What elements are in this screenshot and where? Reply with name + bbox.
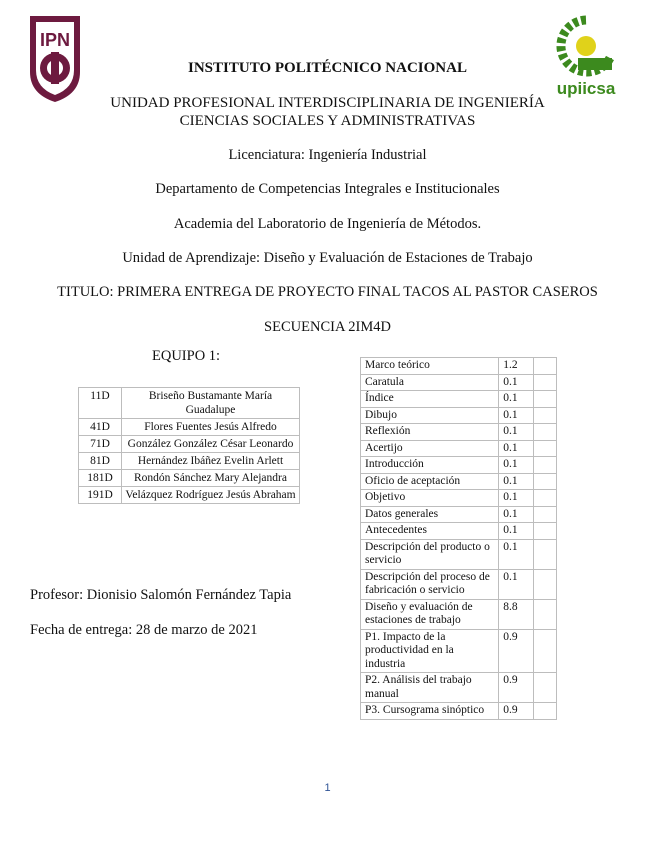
grade-blank xyxy=(534,569,557,599)
grade-item: Marco teórico xyxy=(361,358,499,375)
grade-blank xyxy=(534,358,557,375)
table-row xyxy=(361,569,557,599)
upiicsa-logo xyxy=(548,14,624,100)
table-row xyxy=(79,436,300,453)
grade-blank xyxy=(534,539,557,569)
grade-blank xyxy=(534,391,557,408)
project-title: TITULO: PRIMERA ENTREGA DE PROYECTO FINAL TACOS AL PASTOR CASEROS xyxy=(57,284,598,300)
table-row xyxy=(361,440,557,457)
member-id: 71D xyxy=(79,436,122,453)
svg-text:upiicsa: upiicsa xyxy=(556,79,616,98)
member-id: 181D xyxy=(79,470,122,487)
grade-blank xyxy=(534,407,557,424)
member-name: Flores Fuentes Jesús Alfredo xyxy=(122,419,300,436)
grade-item: Diseño y evaluación de estaciones de trabajo xyxy=(361,599,499,629)
member-name: González González César Leonardo xyxy=(122,436,300,453)
team-title: EQUIPO 1: xyxy=(152,348,221,364)
grade-item: Datos generales xyxy=(361,506,499,523)
grade-item: Antecedentes xyxy=(361,523,499,540)
svg-text:IPN: IPN xyxy=(39,30,71,50)
grade-item: P3. Cursograma sinóptico xyxy=(361,703,499,720)
grade-item: P1. Impacto de la productividad en la industria xyxy=(361,629,499,673)
table-row xyxy=(361,424,557,441)
table-row xyxy=(79,419,300,436)
grade-item: Reflexión xyxy=(361,424,499,441)
grade-value: 0.1 xyxy=(499,539,534,569)
course-name: Unidad de Aprendizaje: Diseño y Evaluación de Estaciones de Trabajo xyxy=(122,250,533,266)
grade-value: 0.1 xyxy=(499,569,534,599)
grade-value: 0.1 xyxy=(499,440,534,457)
academy: Academia del Laboratorio de Ingeniería de Métodos. xyxy=(173,216,482,232)
grade-value: 0.9 xyxy=(499,673,534,703)
table-row xyxy=(361,523,557,540)
table-row xyxy=(361,703,557,720)
grade-blank xyxy=(534,374,557,391)
table-row xyxy=(361,473,557,490)
grade-blank xyxy=(534,457,557,474)
grade-blank xyxy=(534,490,557,507)
ipn-logo xyxy=(24,12,86,106)
due-date: Fecha de entrega: 28 de marzo de 2021 xyxy=(30,622,258,638)
grade-item: P2. Análisis del trabajo manual xyxy=(361,673,499,703)
grade-value: 0.1 xyxy=(499,506,534,523)
grade-item: Objetivo xyxy=(361,490,499,507)
table-row xyxy=(361,506,557,523)
team-table xyxy=(78,387,300,504)
grade-blank xyxy=(534,473,557,490)
grade-item: Acertijo xyxy=(361,440,499,457)
academic-unit-line1: UNIDAD PROFESIONAL INTERDISCIPLINARIA DE INGENIERÍA xyxy=(110,95,545,111)
table-row xyxy=(361,358,557,375)
grade-value: 0.1 xyxy=(499,523,534,540)
table-row xyxy=(361,490,557,507)
grade-item: Descripción del producto o servicio xyxy=(361,539,499,569)
grade-blank xyxy=(534,440,557,457)
table-row xyxy=(79,453,300,470)
academic-unit-line2: CIENCIAS SOCIALES Y ADMINISTRATIVAS xyxy=(179,113,476,129)
member-name: Briseño Bustamante María Guadalupe xyxy=(122,388,300,419)
member-name: Hernández Ibáñez Evelin Arlett xyxy=(122,453,300,470)
grade-item: Oficio de aceptación xyxy=(361,473,499,490)
member-name: Velázquez Rodríguez Jesús Abraham xyxy=(122,487,300,504)
professor: Profesor: Dionisio Salomón Fernández Tapia xyxy=(30,587,292,603)
table-row xyxy=(361,457,557,474)
table-row xyxy=(361,374,557,391)
grade-value: 0.1 xyxy=(499,407,534,424)
grade-blank xyxy=(534,673,557,703)
member-name: Rondón Sánchez Mary Alejandra xyxy=(122,470,300,487)
grade-blank xyxy=(534,506,557,523)
grade-value: 0.1 xyxy=(499,490,534,507)
grade-value: 0.1 xyxy=(499,424,534,441)
table-row xyxy=(79,487,300,504)
grade-blank xyxy=(534,629,557,673)
grade-value: 0.1 xyxy=(499,391,534,408)
degree: Licenciatura: Ingeniería Industrial xyxy=(228,147,427,163)
member-id: 191D xyxy=(79,487,122,504)
table-row xyxy=(79,388,300,419)
grade-value: 0.1 xyxy=(499,457,534,474)
grade-blank xyxy=(534,599,557,629)
member-id: 81D xyxy=(79,453,122,470)
grade-value: 8.8 xyxy=(499,599,534,629)
page-number: 1 xyxy=(324,782,331,794)
sequence: SECUENCIA 2IM4D xyxy=(264,319,391,335)
grade-blank xyxy=(534,424,557,441)
grade-item: Dibujo xyxy=(361,407,499,424)
grade-value: 0.1 xyxy=(499,473,534,490)
table-row xyxy=(361,673,557,703)
grade-value: 1.2 xyxy=(499,358,534,375)
grade-value: 0.9 xyxy=(499,629,534,673)
academic-unit xyxy=(0,94,655,130)
member-id: 11D xyxy=(79,388,122,419)
member-id: 41D xyxy=(79,419,122,436)
table-row xyxy=(361,539,557,569)
grade-item: Descripción del proceso de fabricación o servicio xyxy=(361,569,499,599)
institute-name: INSTITUTO POLITÉCNICO NACIONAL xyxy=(188,60,467,76)
table-row xyxy=(361,407,557,424)
grades-table xyxy=(360,357,557,720)
grade-blank xyxy=(534,523,557,540)
grade-blank xyxy=(534,703,557,720)
table-row xyxy=(361,629,557,673)
table-row xyxy=(361,599,557,629)
grade-value: 0.1 xyxy=(499,374,534,391)
department: Departamento de Competencias Integrales e Institucionales xyxy=(155,181,500,197)
grade-value: 0.9 xyxy=(499,703,534,720)
table-row xyxy=(361,391,557,408)
grade-item: Índice xyxy=(361,391,499,408)
grade-item: Introducción xyxy=(361,457,499,474)
table-row xyxy=(79,470,300,487)
grade-item: Caratula xyxy=(361,374,499,391)
